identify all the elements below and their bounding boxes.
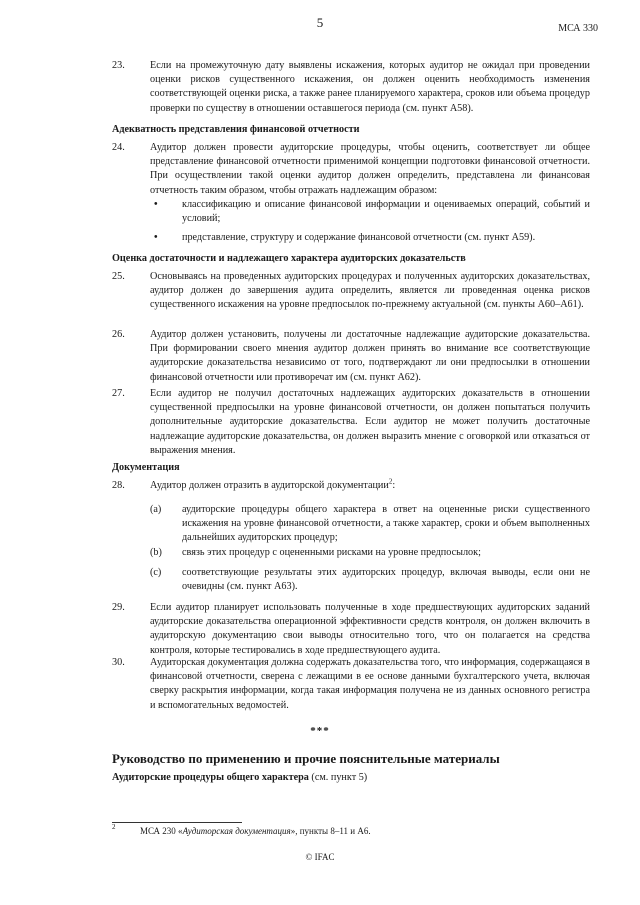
section-heading-adequacy: Адекватность представления финансовой отчетности bbox=[112, 124, 360, 135]
bullet-icon: • bbox=[154, 232, 158, 243]
paragraph-text: Основываясь на проведенных аудиторских процедурах и полученных аудиторских доказательствах, аудитор должен до завершения аудита определить, является ли проведенная оценка рисков существенного искажения на уровне предпосылок по-прежнему актуальной (см. пункты А60–А61). bbox=[150, 271, 590, 311]
footnote-title: Аудиторская документация bbox=[182, 826, 291, 836]
page-number: 5 bbox=[316, 15, 324, 30]
paragraph-number: 27. bbox=[112, 388, 125, 399]
paragraph-25 bbox=[112, 270, 590, 313]
paragraph-23 bbox=[112, 59, 590, 116]
paragraph-text: Если аудитор планирует использовать полученные в ходе предшествующих аудиторских заданий аудиторские доказательства операционной эффективности средств контроля, он должен включить в аудиторскую документацию свои выводы относительно того, что он полагается на средства контроля, которые тестировались в ходе предшествующего аудита. bbox=[150, 602, 590, 656]
paragraph-text: Аудитор должен установить, получены ли достаточные надлежащие аудиторские доказательства. При формировании своего мнения аудитор должен принять во внимание все соответствующие аудиторские доказательства независимо от того, подтверждают ли они предпосылки в отношении финансовой отчетности или противоречат им (см. пункт А62). bbox=[150, 329, 590, 383]
paragraph-28-text: Аудитор должен отразить в аудиторской документации bbox=[150, 480, 389, 491]
paragraph-24 bbox=[112, 141, 590, 198]
general-procedures-ref: (см. пункт 5) bbox=[308, 772, 368, 783]
general-procedures-title: Аудиторские процедуры общего характера bbox=[112, 772, 309, 783]
paragraph-text: Если на промежуточную дату выявлены искажения, которых аудитор не ожидал при проведении оценки рисков существенного искажения, он должен оценить необходимость изменения соответствующей оценки риска, а также ранее планируемого характера, сроков или объема процедур проверки по существу в отношении оставшегося периода (см. пункт А58). bbox=[150, 60, 590, 114]
subitem-c bbox=[150, 566, 590, 594]
paragraph-text: Аудитор должен провести аудиторские процедуры, чтобы оценить, соответствует ли общее представление финансовой отчетности применимой концепции подготовки финансовой отчетности. При осуществлении такой оценки аудитор должен определить, представлена ли финансовая отчетность таким образом, чтобы отражать надлежащим образом: bbox=[150, 142, 590, 196]
subitem-a bbox=[150, 503, 590, 546]
subitem-label: (a) bbox=[150, 504, 162, 515]
subitem-text: связь этих процедур с оцененными рисками на уровне предпосылок; bbox=[182, 547, 481, 558]
footnote-pre: МСА 230 « bbox=[140, 826, 183, 836]
paragraph-text bbox=[150, 479, 590, 493]
general-procedures-heading bbox=[112, 772, 367, 783]
bullet-text: классификацию и описание финансовой информации и оцениваемых операций, событий и условий; bbox=[182, 199, 590, 225]
paragraph-27 bbox=[112, 387, 590, 458]
paragraph-number: 26. bbox=[112, 329, 125, 340]
paragraph-number: 23. bbox=[112, 60, 125, 71]
paragraph-number: 24. bbox=[112, 142, 125, 153]
copyright: © IFAC bbox=[305, 852, 335, 862]
footnote-text bbox=[140, 826, 592, 836]
footnote-number: 2 bbox=[112, 823, 116, 831]
paragraph-number: 25. bbox=[112, 271, 125, 282]
footnote bbox=[112, 823, 592, 836]
subitem-text: соответствующие результаты этих аудиторских процедур, включая выводы, если они не очевидны (см. пункт А63). bbox=[182, 567, 590, 593]
paragraph-28 bbox=[112, 479, 590, 493]
guidance-heading: Руководство по применению и прочие пояснительные материалы bbox=[112, 751, 500, 766]
subitem-label: (c) bbox=[150, 567, 162, 578]
subitem-text: аудиторские процедуры общего характера в ответ на оцененные риски существенного искажения на уровне финансовой отчетности, а также характер, сроки и объем выполненных дальнейших аудиторских процедур; bbox=[182, 504, 590, 544]
bullet-item-2 bbox=[150, 231, 590, 245]
footnote-post: », пункты 8–11 и А6. bbox=[290, 826, 371, 836]
section-separator: *** bbox=[310, 725, 330, 737]
paragraph-number: 30. bbox=[112, 657, 125, 668]
subitem-label: (b) bbox=[150, 547, 162, 558]
standard-code: МСА 330 bbox=[558, 23, 598, 34]
paragraph-text: Аудиторская документация должна содержать доказательства того, что информация, содержащаяся в финансовой отчетности, сверена с лежащими в ее основе данными бухгалтерского учета, включая сверку раскрытия информации, когда такая информация получена не из данных основного регистра и вспомогательных ведомостей. bbox=[150, 657, 590, 711]
paragraph-26 bbox=[112, 328, 590, 385]
paragraph-28-tail: : bbox=[392, 480, 396, 491]
bullet-item-1 bbox=[150, 198, 590, 226]
footnote-ref: 2 bbox=[388, 477, 393, 486]
paragraph-30 bbox=[112, 656, 590, 713]
bullet-text: представление, структуру и содержание финансовой отчетности (см. пункт А59). bbox=[182, 232, 536, 243]
section-heading-evidence: Оценка достаточности и надлежащего характера аудиторских доказательств bbox=[112, 253, 466, 264]
paragraph-29 bbox=[112, 601, 590, 658]
footnote-divider bbox=[112, 822, 242, 823]
section-heading-documentation: Документация bbox=[112, 462, 180, 473]
bullet-icon: • bbox=[154, 199, 158, 210]
paragraph-number: 28. bbox=[112, 480, 125, 491]
paragraph-number: 29. bbox=[112, 602, 125, 613]
subitem-b bbox=[150, 546, 590, 560]
paragraph-text: Если аудитор не получил достаточных надлежащих аудиторских доказательств в отношении существенной предпосылки на уровне финансовой отчетности, он должен попытаться получить дополнительные аудиторские доказательства. Если аудитор не может получить достаточные надлежащие аудиторские доказательства, он должен выразить мнение с оговоркой или отказаться от выражения мнения. bbox=[150, 388, 590, 456]
